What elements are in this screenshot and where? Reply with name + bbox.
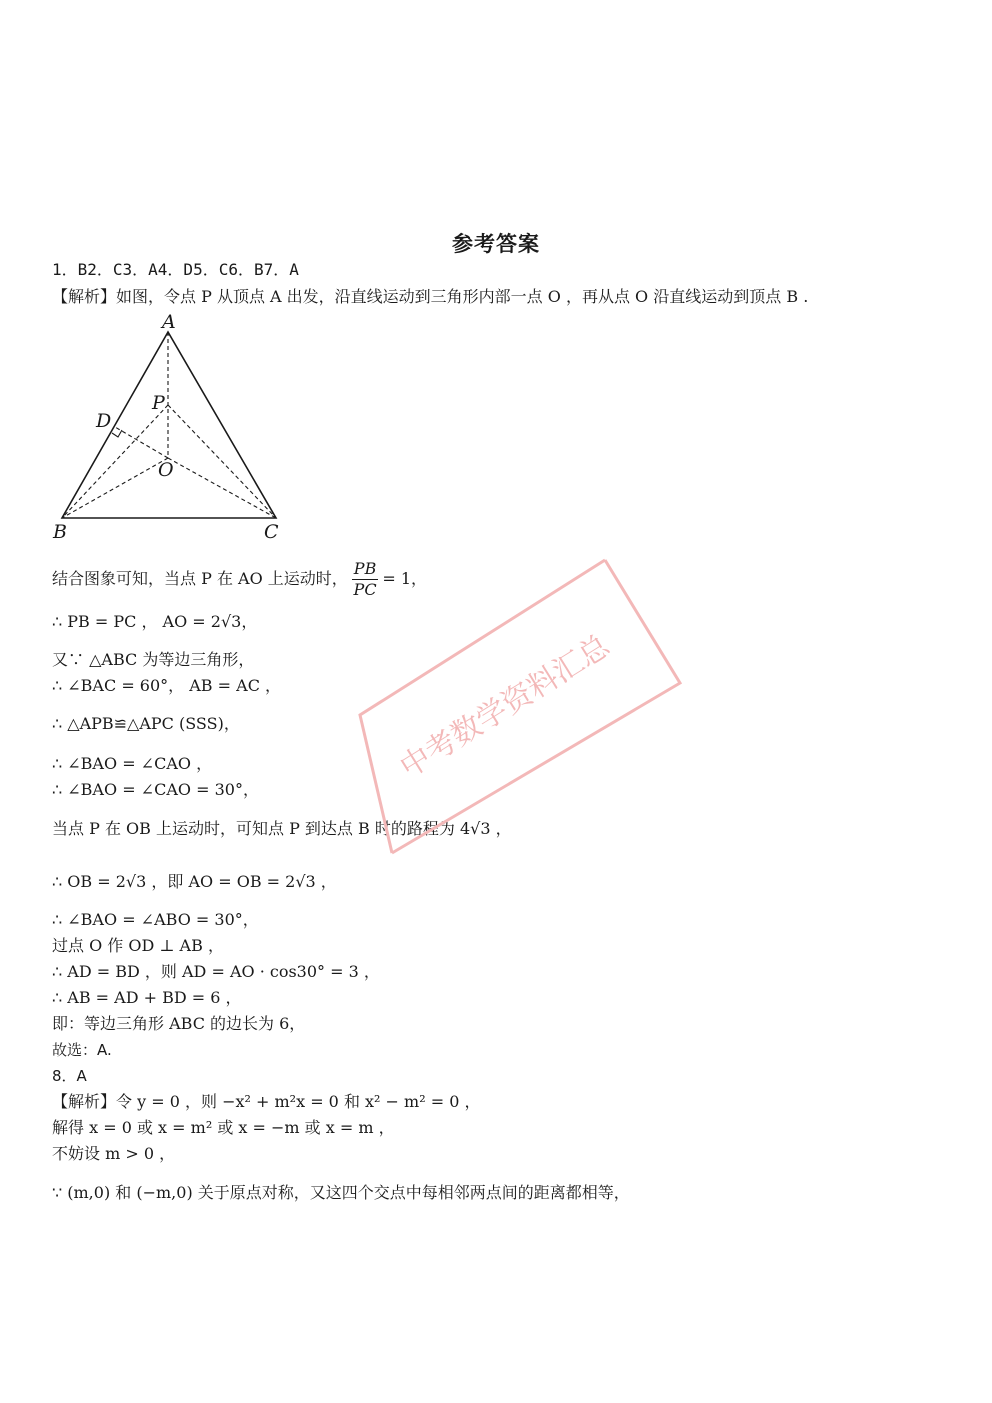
watermark-text: 中考数学资料汇总 [393, 628, 617, 786]
step-5: ∴ △APB≌△APC (SSS)， [52, 714, 240, 733]
step-10: ∴ ∠BAO = ∠ABO = 30°， [52, 910, 259, 929]
step-9: ∴ OB = 2√3 ，即 AO = OB = 2√3 ， [52, 872, 337, 891]
analysis-label-2: 【解析】 [52, 1092, 117, 1111]
segment-pb [62, 405, 168, 518]
step-7: ∴ ∠BAO = ∠CAO = 30°， [52, 780, 259, 799]
answers-line: 1．B2．C3．A4．D5．C6．B7．A [52, 260, 299, 279]
step-17 [52, 1092, 480, 1112]
page-title: 参考答案 [452, 231, 540, 256]
triangle-abc [62, 332, 276, 518]
segment-pc [168, 405, 276, 518]
analysis-intro [52, 287, 808, 307]
analysis-intro-text: 如图，令点 P 从顶点 A 出发，沿直线运动到三角形内部一点 O ，再从点 O 沿直线运动到顶点 B . [116, 287, 809, 306]
label-a: A [162, 311, 176, 333]
step-13: ∴ AB = AD + BD = 6 ， [52, 988, 242, 1007]
step-4: ∴ ∠BAC = 60°， AB = AC ， [52, 676, 282, 695]
step-18: 解得 x = 0 或 x = m² 或 x = −m 或 x = m ， [52, 1118, 395, 1137]
triangle-figure [50, 310, 290, 545]
fraction-pb-pc [352, 559, 379, 600]
step-2: ∴ PB = PC ， AO = 2√3， [52, 612, 258, 631]
step-1 [52, 559, 427, 600]
label-c: C [264, 521, 279, 543]
label-d: D [96, 410, 112, 432]
step-17-text: 令 y = 0 ，则 −x² + m²x = 0 和 x² − m² = 0 ， [116, 1092, 481, 1111]
label-p: P [152, 392, 165, 414]
step-1-text: 结合图象可知，当点 P 在 AO 上运动时， [52, 569, 348, 588]
step-6: ∴ ∠BAO = ∠CAO ， [52, 754, 213, 773]
watermark [330, 555, 690, 855]
step-3: 又∵ △ABC 为等边三角形， [52, 650, 255, 669]
fraction-denominator: PC [353, 580, 377, 599]
step-14: 即：等边三角形 ABC 的边长为 6， [52, 1014, 306, 1033]
step-19: 不妨设 m > 0 ， [52, 1144, 176, 1163]
step-12: ∴ AD = BD ，则 AD = AO · cos30° = 3 ， [52, 962, 380, 981]
label-o: O [158, 459, 174, 481]
segment-ob [62, 458, 168, 518]
label-b: B [53, 521, 67, 543]
analysis-label: 【解析】 [52, 287, 117, 306]
step-8: 当点 P 在 OB 上运动时，可知点 P 到达点 B 时的路程为 4√3 ， [52, 819, 512, 838]
right-angle-mark [112, 430, 122, 437]
segment-oc [168, 458, 276, 518]
step-15: 故选：A. [52, 1041, 112, 1059]
step-11: 过点 O 作 OD ⊥ AB ， [52, 936, 224, 955]
step-1-tail: = 1， [382, 569, 428, 588]
question-8-answer: 8．A [52, 1067, 87, 1085]
step-20: ∵ (m,0) 和 (−m,0) 关于原点对称，又这四个交点中每相邻两点间的距离都相等， [52, 1183, 630, 1202]
fraction-numerator: PB [353, 559, 377, 578]
